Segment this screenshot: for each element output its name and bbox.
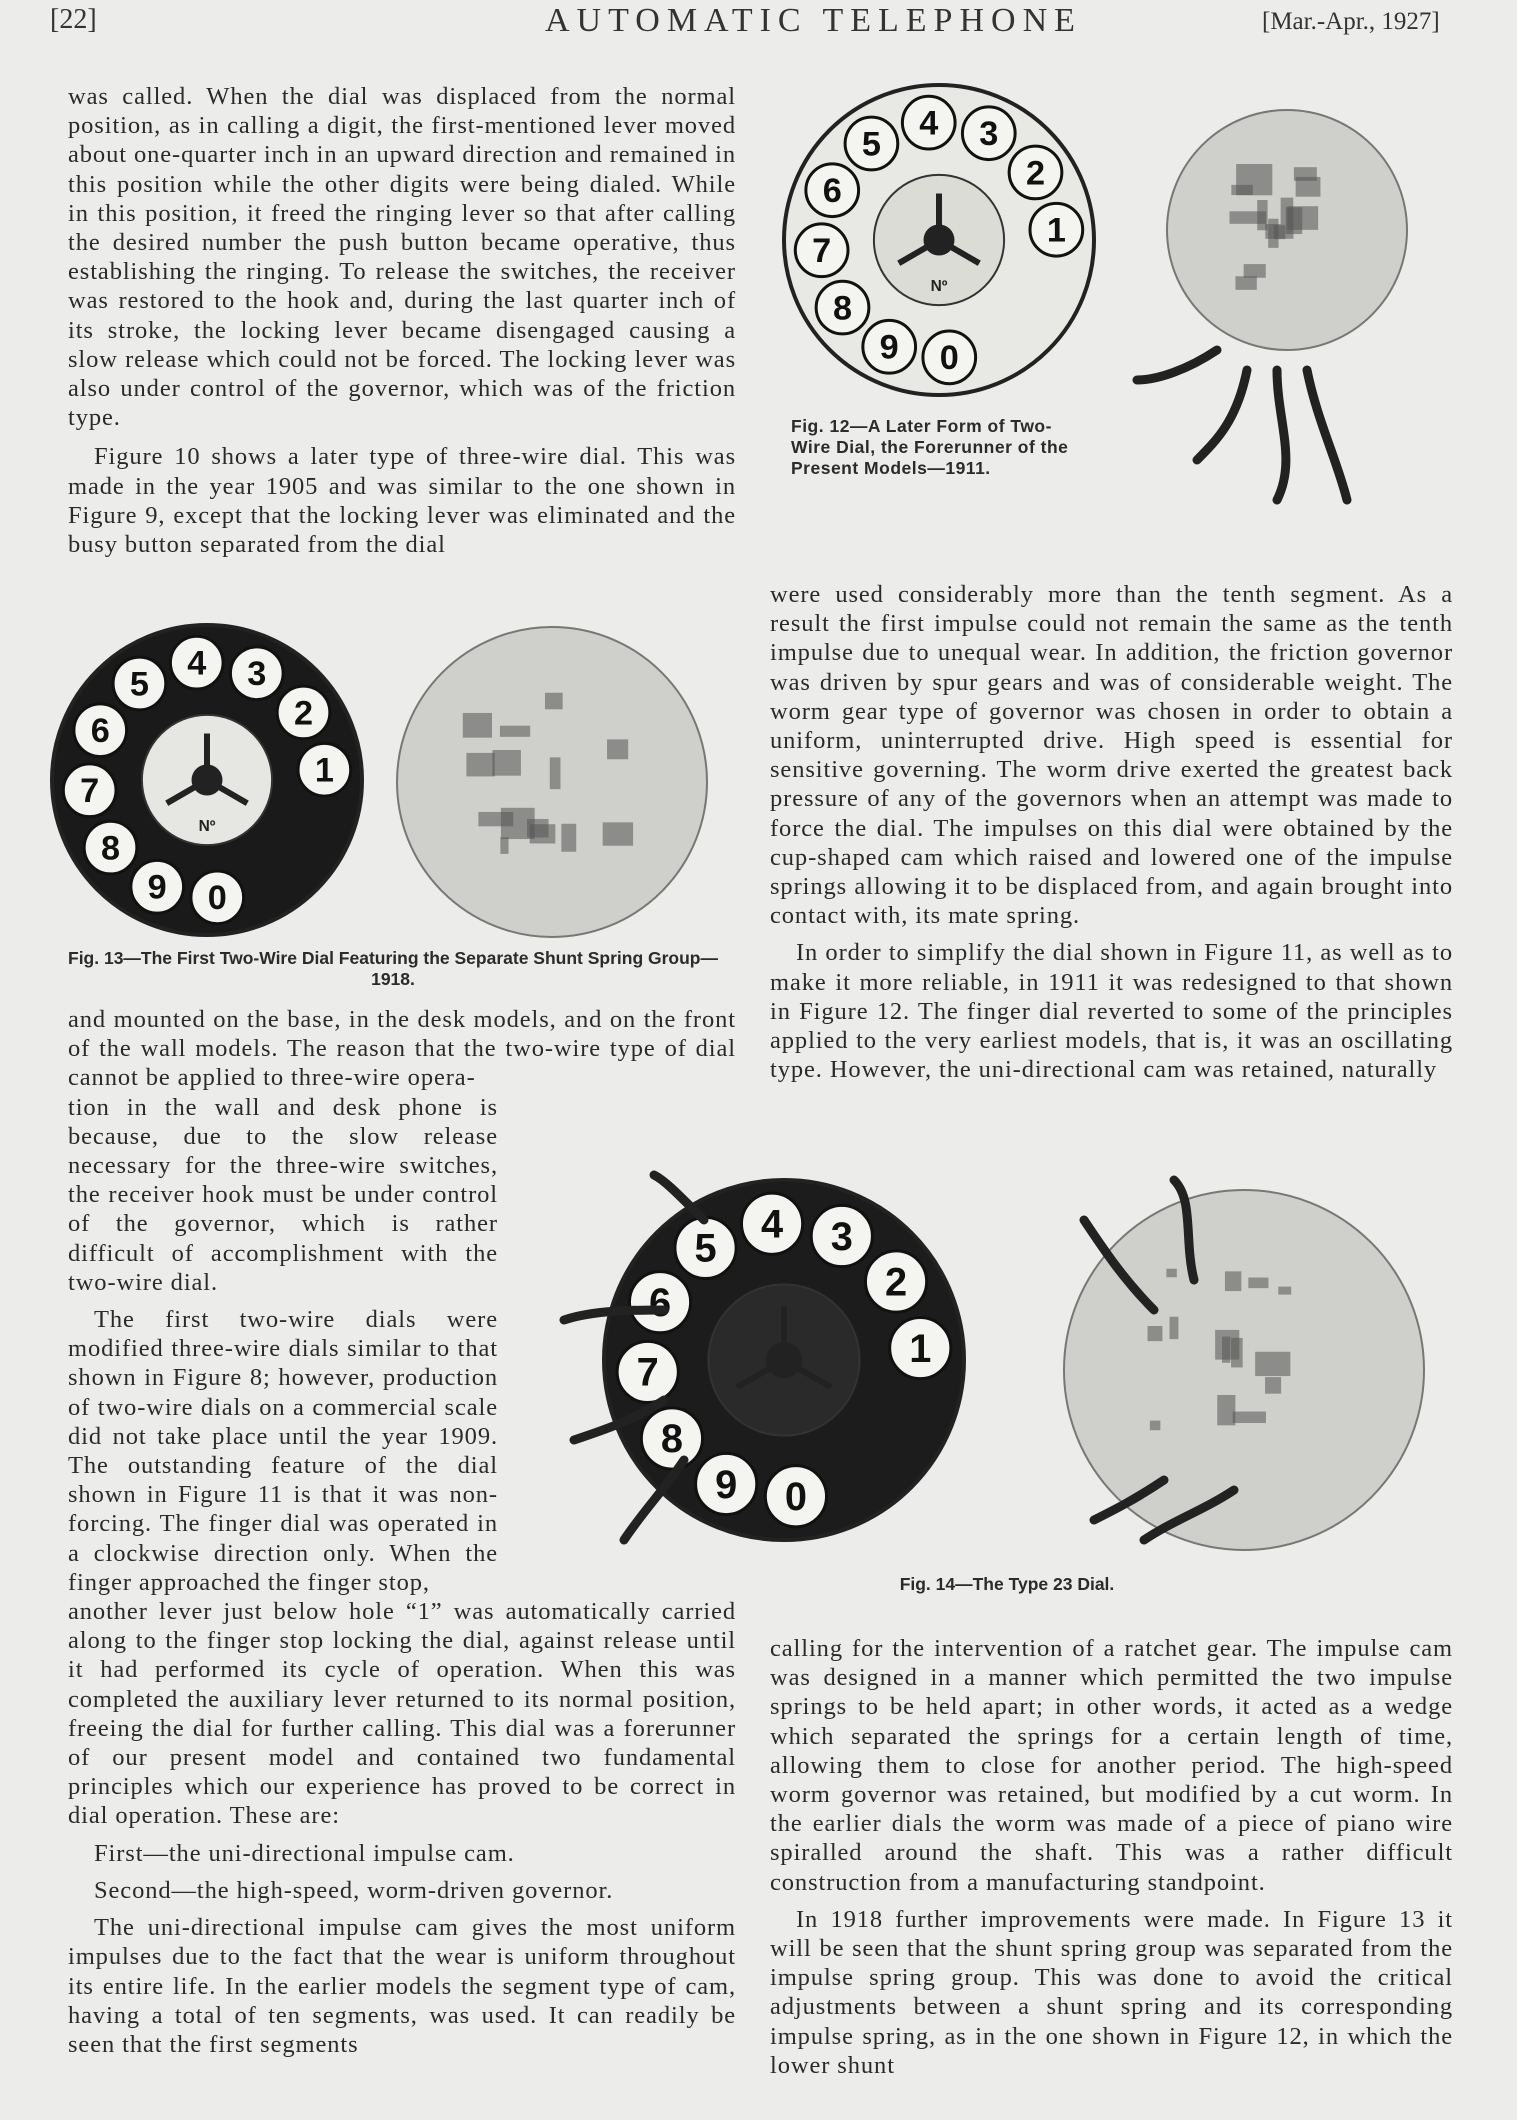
figure-12-image (777, 80, 1460, 550)
spring-wire (1277, 370, 1286, 500)
paragraph: First—the uni-directional impulse cam. (94, 1839, 515, 1867)
figure-13-caption: Fig. 13—The First Two-Wire Dial Featuring the Separate Shunt Spring Group—1918. (68, 948, 718, 989)
mechanism-part (1231, 185, 1253, 195)
dial-digit: 8 (100, 829, 121, 868)
dial-digit: 4 (919, 104, 939, 143)
paragraph: was called. When the dial was displaced from the normal position, as in calling a digit, the first-mentioned lever moved about one-quarter inch in an upward direction and remained in this position while the other digits were being dialed. While in this position, it freed the ringing lever so that after calling the desired number the push button became operative, thus establishing the ringing. To release the switches, the receiver was restored to the hook and, during the last quarter inch of its stroke, the locking lever became disengaged causing a slow release which could not be forced. The locking lever was also under control of the governor, which was of the friction type. (68, 83, 736, 432)
dial-digit: 7 (636, 1350, 659, 1395)
dial-digit: 0 (784, 1475, 807, 1520)
dial-digit: 8 (660, 1417, 684, 1462)
dial-digit: 0 (207, 879, 227, 918)
dial-digit: 5 (694, 1226, 717, 1271)
mechanism-part (1170, 1317, 1179, 1339)
dial-digit: 6 (90, 712, 110, 751)
mechanism-part (561, 824, 576, 852)
right-column-top (770, 580, 1453, 1084)
mechanism-part (1231, 1338, 1243, 1368)
paragraph: Second—the high-speed, worm-driven governor. (94, 1876, 614, 1904)
mechanism-part (607, 739, 628, 759)
figure-13-image (47, 620, 737, 945)
dial-digit: 4 (187, 644, 207, 683)
dial-label: Nº (930, 278, 948, 296)
dial-digit: 4 (761, 1202, 784, 1247)
paragraph: Figure 10 shows a later type of three-wire dial. This was made in the year 1905 and was similar to the one shown in Figure 9, except that the locking lever was eliminated and the busy button separated from the dial (68, 443, 736, 559)
dial-digit: 9 (879, 328, 899, 367)
dial-illustration (47, 620, 737, 945)
dial-illustration (777, 80, 1460, 550)
mechanism-part (463, 713, 492, 738)
dial-digit: 1 (1046, 211, 1066, 250)
mechanism-part (1225, 1271, 1241, 1291)
dial-digit: 5 (861, 125, 881, 164)
mechanism-part (1235, 276, 1256, 290)
spring-wire (1197, 370, 1247, 460)
mechanism-part (1148, 1326, 1163, 1341)
dial-digit: 3 (247, 655, 267, 694)
journal-title: AUTOMATIC TELEPHONE (545, 2, 1082, 39)
paragraph: tion in the wall and desk phone is because, due to the slow release necessary for the three-wire switches, the receiver hook must be under control of the governor, which is rather difficult of accomplishment with the two-wire dial. (68, 1093, 498, 1296)
dial-digit: 3 (979, 115, 999, 154)
page-number: [22] (50, 4, 97, 35)
mechanism-part (545, 693, 563, 710)
mechanism-part (466, 753, 494, 777)
mechanism-part (478, 812, 513, 826)
paragraph: and mounted on the base, in the desk models, and on the front of the wall models. The reason that the two-wire type of dial cannot be applied to three-wire opera- (68, 1006, 736, 1092)
mechanism-part (1217, 1395, 1235, 1425)
dial-digit: 7 (812, 232, 832, 271)
paragraph: The uni-directional impulse cam gives the most uniform impulses due to the fact that the wear is uniform throughout its entire life. In the earlier models the segment type of cam, having a total of ten segments, was used. It can readily be seen that the first segments (68, 1914, 736, 2058)
right-column-bottom (770, 1634, 1453, 2080)
dial-digit: 6 (648, 1280, 672, 1325)
dial-illustration (554, 1160, 1460, 1560)
mechanism-part (500, 837, 508, 854)
spring-wire (1307, 370, 1347, 500)
mechanism-part (603, 822, 633, 845)
mechanism-part (1296, 177, 1321, 197)
paragraph: In 1918 further improvements were made. In Figure 13 it will be seen that the shunt spring group was separated from the impulse spring group. This was done to avoid the critical adjustments between a shunt spring and its corresponding impulse spring, as in the one shown in Figure 12, in which the lower shunt (770, 1905, 1453, 2079)
issue-date: [Mar.-Apr., 1927] (1262, 8, 1440, 35)
mechanism-part (1233, 1412, 1266, 1423)
paragraph: another lever just below hole “1” was automatically carried along to the finger stop locking the dial, against release until it had performed its cycle of operation. When this was completed the auxiliary lever returned to its normal position, freeing the dial for further calling. This dial was a forerunner of our present model and contained two fundamental principles which our experience has proved to be correct in dial operation. These are: (68, 1598, 736, 1830)
dial-digit: 3 (830, 1214, 853, 1259)
dial-digit: 2 (293, 694, 314, 733)
mechanism-part (1244, 264, 1266, 278)
figure-12-caption: Fig. 12—A Later Form of Two-Wire Dial, the Forerunner of the Present Models—1911. (791, 416, 1069, 478)
dial-digit: 6 (822, 172, 842, 211)
mechanism-part (1287, 206, 1318, 230)
mechanism-part (1278, 1287, 1291, 1295)
dial-label: Nº (198, 818, 216, 836)
dial-digit: 5 (129, 665, 149, 704)
mechanism-part (500, 726, 530, 737)
mechanism-part (492, 750, 521, 776)
figure-14-caption: Fig. 14—The Type 23 Dial. (899, 1574, 1115, 1594)
dial-digit: 1 (314, 751, 334, 790)
dial-digit: 9 (147, 868, 167, 907)
dial-digit: 2 (1025, 154, 1046, 193)
dial-digit: 2 (884, 1260, 908, 1305)
dial-mechanism (1064, 1190, 1424, 1550)
paragraph: were used considerably more than the tenth segment. As a result the first impulse could not remain the same as the tenth impulse due to unequal wear. In addition, the friction governor was driven by spur gears and was of considerable weight. The worm gear type of governor was chosen in order to obtain a uniform, uninterrupted drive. High speed is essential for sensitive governing. The worm drive exerted the greatest back pressure of any of the governors when an attempt was made to force the dial. The impulses on this dial were obtained by the cup-shaped cam which raised and lowered one of the impulse springs allowing it to be displaced from, and again brought into contact with, its mate spring. (770, 581, 1453, 930)
left-column-top (68, 82, 736, 559)
paragraph: In order to simplify the dial shown in Figure 11, as well as to make it more reliable, in 1911 it was redesigned to that shown in Figure 12. The finger dial reverted to some of the principles applied to the very earliest models, that is, it was an oscillating type. However, the uni-directional cam was retained, naturally (770, 939, 1453, 1084)
mechanism-part (1257, 200, 1267, 230)
mechanism-part (1150, 1421, 1160, 1431)
dial-digit: 7 (80, 772, 100, 811)
mechanism-part (1248, 1278, 1268, 1289)
spring-wire (1137, 350, 1217, 380)
dial-digit: 9 (715, 1462, 738, 1507)
paragraph: calling for the intervention of a ratchet gear. The impulse cam was designed in a manner which permitted the two impulse springs to be held apart; in other words, it acted as a wedge which separated the springs for a certain length of time, allowing them to close for another period. The high-speed worm governor was retained, but modified by a cut worm. In the earlier dials the worm was made of a piece of piano wire spiralled around the shaft. This was a rather difficult construction from a manufacturing standpoint. (770, 1635, 1453, 1896)
mechanism-part (1166, 1269, 1176, 1278)
dial-digit: 1 (909, 1326, 932, 1371)
dial-digit: 8 (832, 289, 853, 328)
mechanism-part (530, 824, 556, 843)
mechanism-part (1265, 1377, 1281, 1394)
figure-14-image (554, 1160, 1460, 1560)
dial-digit: 0 (939, 339, 959, 378)
mechanism-part (550, 757, 561, 789)
mechanism-part (1255, 1352, 1290, 1376)
paragraph: The first two-wire dials were modified three-wire dials similar to that shown in Figure 8; however, production of two-wire dials on a commercial scale did not take place until the year 1909. The outstanding feature of the dial shown in Figure 11 is that it was non-forcing. The finger dial was operated in a clockwise direction only. When the finger approached the finger stop, (68, 1306, 498, 1596)
